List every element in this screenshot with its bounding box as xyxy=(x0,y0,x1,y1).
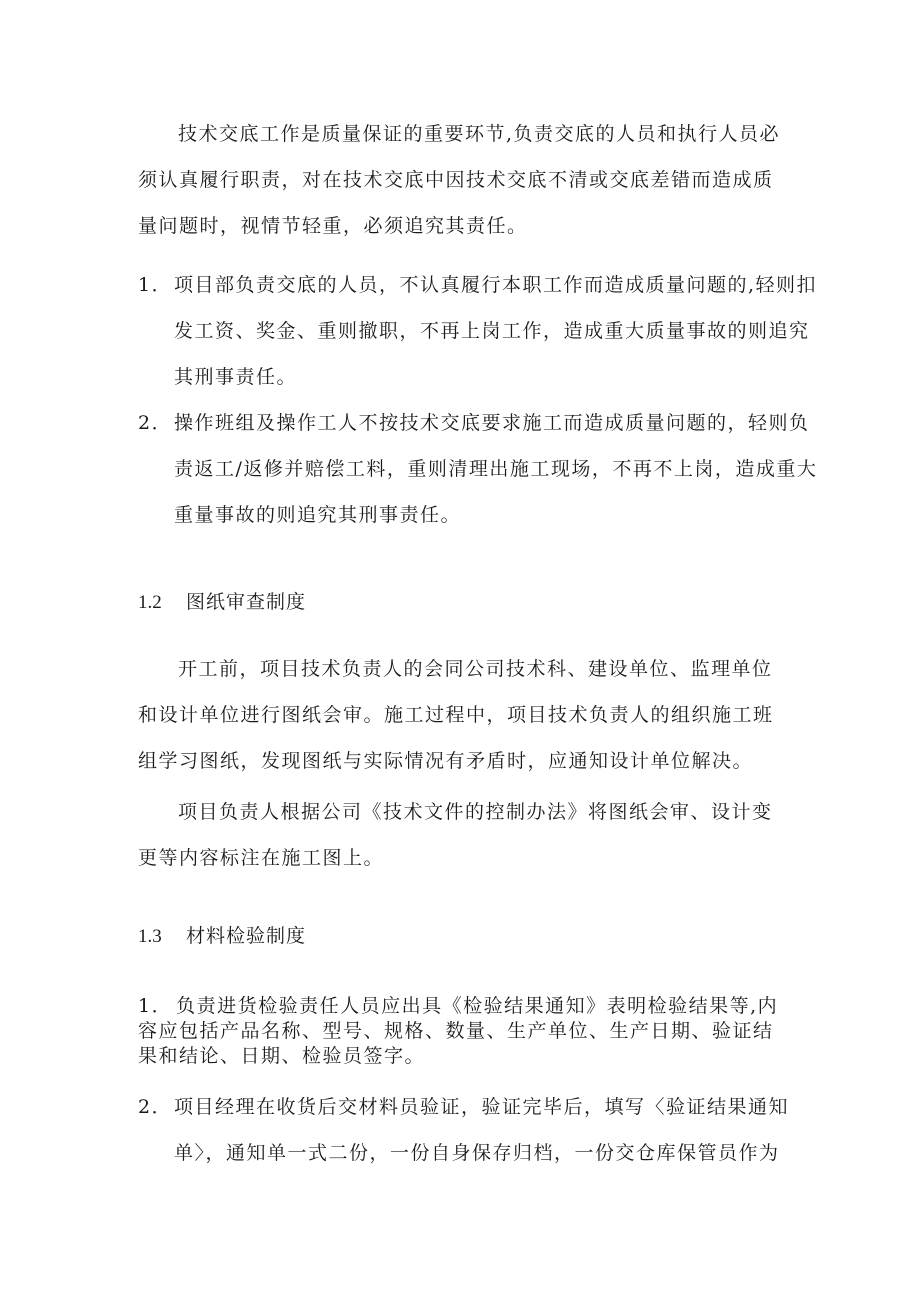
list-item-text: 负责进货检验责任人员应出具《检验结果通知》表明检验结果等,内容应包括产品名称、型号、规格、数量、生产单位、生产日期、验证结果和结论、日期、检验员签字。 xyxy=(138,995,779,1067)
list-item-text: 项目经理在收货后交材料员验证，验证完毕后，填写〈验证结果通知单〉，通知单一式二份，一份自身保存归档，一份交仓库保管员作为 xyxy=(174,1096,790,1164)
section-number: 1.3 xyxy=(138,926,162,947)
section-title: 图纸审查制度 xyxy=(186,591,307,613)
list-number: 2． xyxy=(138,412,173,434)
list-item-text: 操作班组及操作工人不按技术交底要求施工而造成质量问题的，轻则负责返工/返修并赔偿工料，重则清理出施工现场，不再不上岗，造成重大重量事故的则追究其刑事责任。 xyxy=(174,412,818,526)
intro-paragraph: 技术交底工作是质量保证的重要环节,负责交底的人员和执行人员必须认真履行职责，对在技术交底中因技术交底不清或交底差错而造成质量问题时，视情节轻重，必须追究其责任。 xyxy=(138,123,781,237)
section-1-2-paragraph-2: 项目负责人根据公司《技术文件的控制办法》将图纸会审、设计变更等内容标注在施工图上。 xyxy=(138,801,773,869)
list-number: 1． xyxy=(138,995,173,1017)
section-heading-1-2 xyxy=(138,587,784,618)
section-title: 材料检验制度 xyxy=(186,925,307,947)
section-number: 1.2 xyxy=(138,592,162,613)
section-heading-1-3 xyxy=(138,921,784,952)
section-1-3-list-item-2 xyxy=(138,1084,820,1176)
section-1-3-list-item-1 xyxy=(138,994,784,1069)
list-number: 1． xyxy=(138,274,173,296)
list-item-text: 项目部负责交底的人员，不认真履行本职工作而造成质量问题的,轻则扣发工资、奖金、重则撤职，不再上岗工作，造成重大质量事故的则追究其刑事责任。 xyxy=(174,274,818,388)
intro-list-item-2 xyxy=(138,400,820,538)
section-1-2-paragraph-1: 开工前，项目技术负责人的会同公司技术科、建设单位、监理单位和设计单位进行图纸会审。施工过程中，项目技术负责人的组织施工班组学习图纸，发现图纸与实际情况有矛盾时，应通知设计单位解决。 xyxy=(138,658,774,772)
list-number: 2． xyxy=(138,1096,173,1118)
intro-list-item-1 xyxy=(138,262,820,400)
